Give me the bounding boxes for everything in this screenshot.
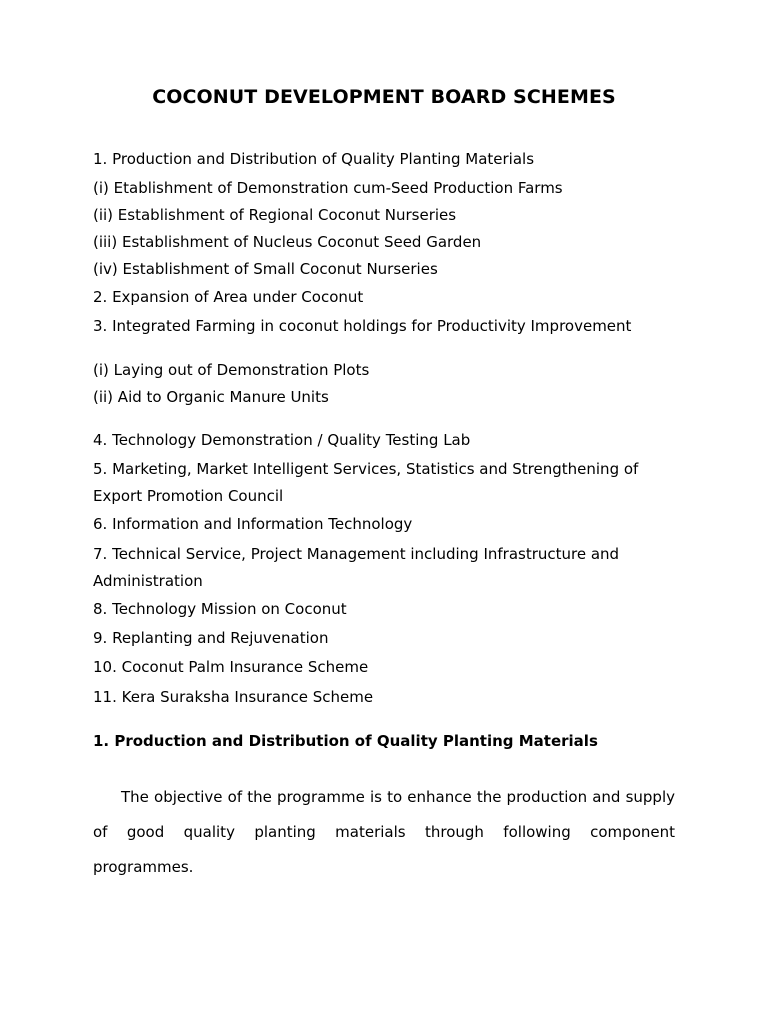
scheme-list-item: (ii) Establishment of Regional Coconut Nurseries: [93, 206, 457, 224]
scheme-list-item: (iv) Establishment of Small Coconut Nurseries: [93, 260, 438, 278]
scheme-list-item: 4. Technology Demonstration / Quality Testing Lab: [93, 431, 471, 449]
scheme-list-item: 10. Coconut Palm Insurance Scheme: [93, 658, 369, 676]
scheme-list-item: 7. Technical Service, Project Management including Infrastructure and Administration: [93, 545, 620, 590]
scheme-list-item: 5. Marketing, Market Intelligent Services, Statistics and Strengthening of Export Promotion Council: [93, 460, 639, 505]
section-paragraph: The objective of the programme is to enhance the production and supply of good quality planting materials through following component programmes.: [93, 788, 675, 876]
scheme-list-item: 1. Production and Distribution of Quality Planting Materials: [93, 150, 535, 168]
document-title: COCONUT DEVELOPMENT BOARD SCHEMES: [152, 86, 616, 108]
scheme-list-item: (i) Etablishment of Demonstration cum-Seed Production Farms: [93, 179, 563, 197]
scheme-list-item: (ii) Aid to Organic Manure Units: [93, 388, 329, 406]
section-heading: 1. Production and Distribution of Quality Planting Materials: [93, 732, 598, 750]
scheme-list-item: 9. Replanting and Rejuvenation: [93, 629, 329, 647]
scheme-list-item: 8. Technology Mission on Coconut: [93, 600, 347, 618]
scheme-list-item: 11. Kera Suraksha Insurance Scheme: [93, 688, 374, 706]
scheme-list-item: 6. Information and Information Technology: [93, 515, 413, 533]
scheme-list-item: (i) Laying out of Demonstration Plots: [93, 361, 370, 379]
scheme-list-item: 3. Integrated Farming in coconut holdings for Productivity Improvement: [93, 317, 632, 335]
scheme-list-item: (iii) Establishment of Nucleus Coconut Seed Garden: [93, 233, 482, 251]
scheme-list-item: 2. Expansion of Area under Coconut: [93, 288, 364, 306]
